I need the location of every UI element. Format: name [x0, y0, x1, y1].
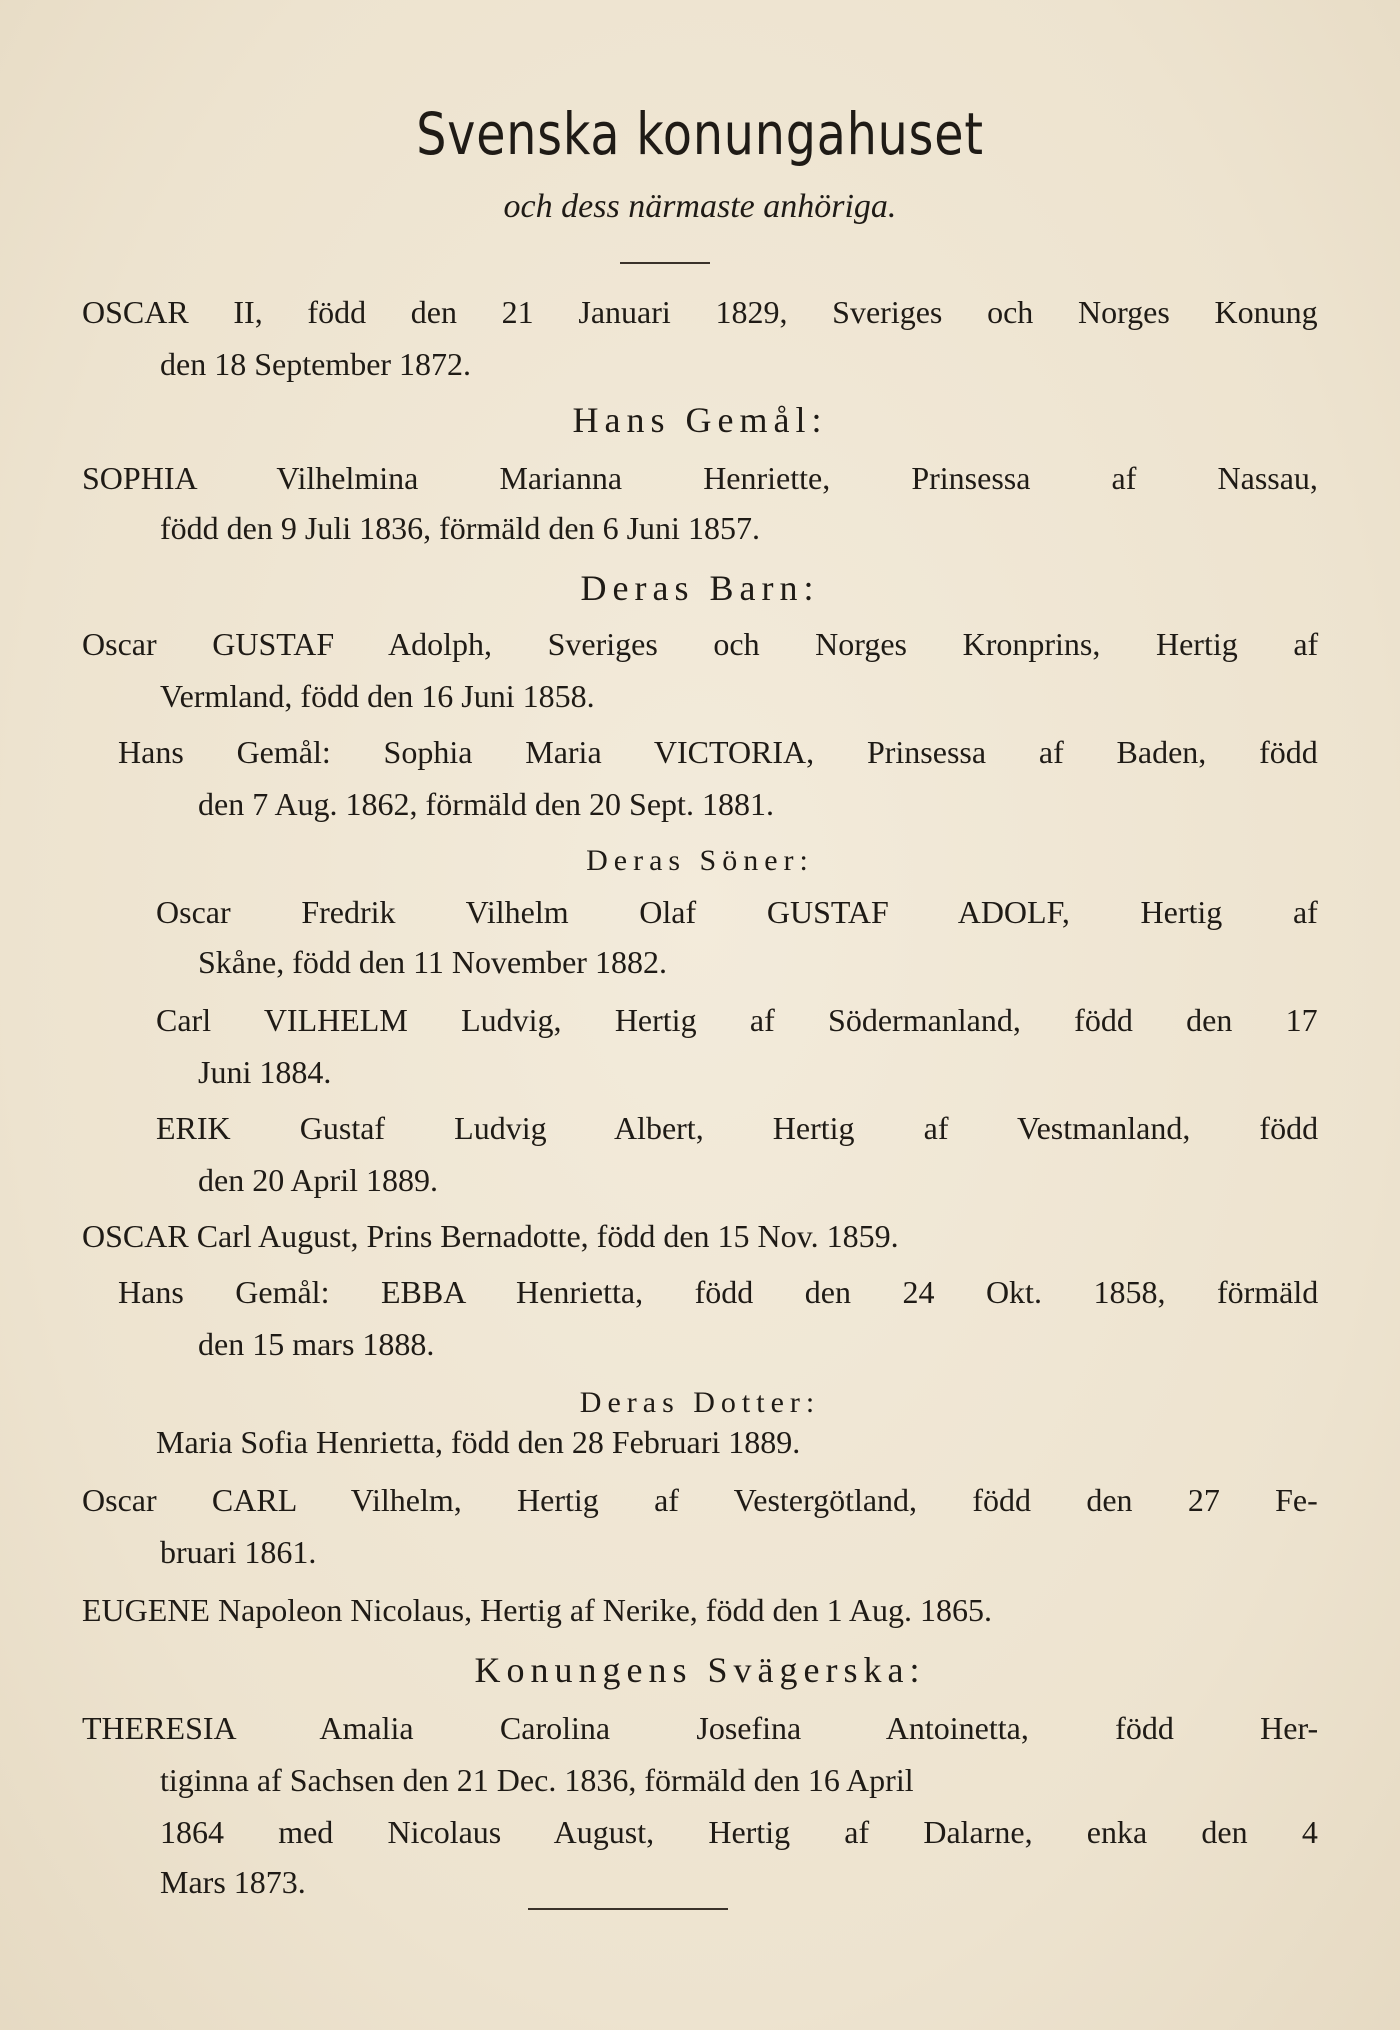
heading-deras-soner: Deras Söner:: [586, 844, 814, 877]
end-divider: [528, 1908, 728, 1910]
page-title: Svenska konungahuset: [416, 100, 984, 168]
heading-deras-dotter: Deras Dotter:: [579, 1386, 821, 1419]
heading-deras-barn: Deras Barn:: [580, 568, 820, 608]
title-divider: [620, 262, 710, 264]
heading-hans-gemal: Hans Gemål:: [572, 400, 828, 440]
heading-konungens-svagerska: Konungens Svägerska:: [474, 1650, 926, 1690]
book-page: Svenska konungahuset och dess närmaste anhöriga. OSCAR II, född den 21 Januari 1829, Sveriges och Norges Konung den 18 September 1872. Hans Gemål: SOPHIA Vilhelmina Marianna Henriette, Prinsessa af Nassau, född den 9 Juli 1836, förmäld den 6 Juni 1857. Deras Barn: Oscar GUSTAF Adolph, Sveriges och Norges Kronprins, Hertig af Vermland, född den 16 Juni 1858. Hans Gemål: Sophia Maria VICTORIA, Prinsessa af Baden, född den 7 Aug. 1862, förmäld den 20 Sept. 1881. Deras Söner: Oscar Fredrik Vilhelm Olaf GUSTAF ADOLF, Hertig af Skåne, född den 11 November 1882. Carl VILHELM Ludvig, Hertig af Södermanland, född den 17 Juni 1884. ERIK Gustaf Ludvig Albert, Hertig af Vestmanland, född den 20 April 1889. OSCAR Carl August, Prins Bernadotte, född den 15 Nov. 1859. Hans Gemål: EBBA Henrietta, född den 24 Okt. 1858, förmäld den 15 mars 1888. Deras Dotter: Maria Sofia Henrietta, född den 28 Februari 1889. Oscar CARL Vilhelm, Hertig af Vestergötland, född den 27 Fe- bruari 1861. EUGENE Napoleon Nicolaus, Hertig af Nerike, född den 1 Aug. 1865. Konungens Svägerska: THERESIA Amalia Carolina Josefina Antoinetta, född Her- tiginna af Sachsen den 21 Dec. 1836, förmäld den 16 April 1864 med Nicolaus August, Hertig af Dalarne, enka den 4 Mars 1873.: [0, 0, 1400, 2030]
page-subtitle: och dess närmaste anhöriga.: [503, 188, 897, 225]
